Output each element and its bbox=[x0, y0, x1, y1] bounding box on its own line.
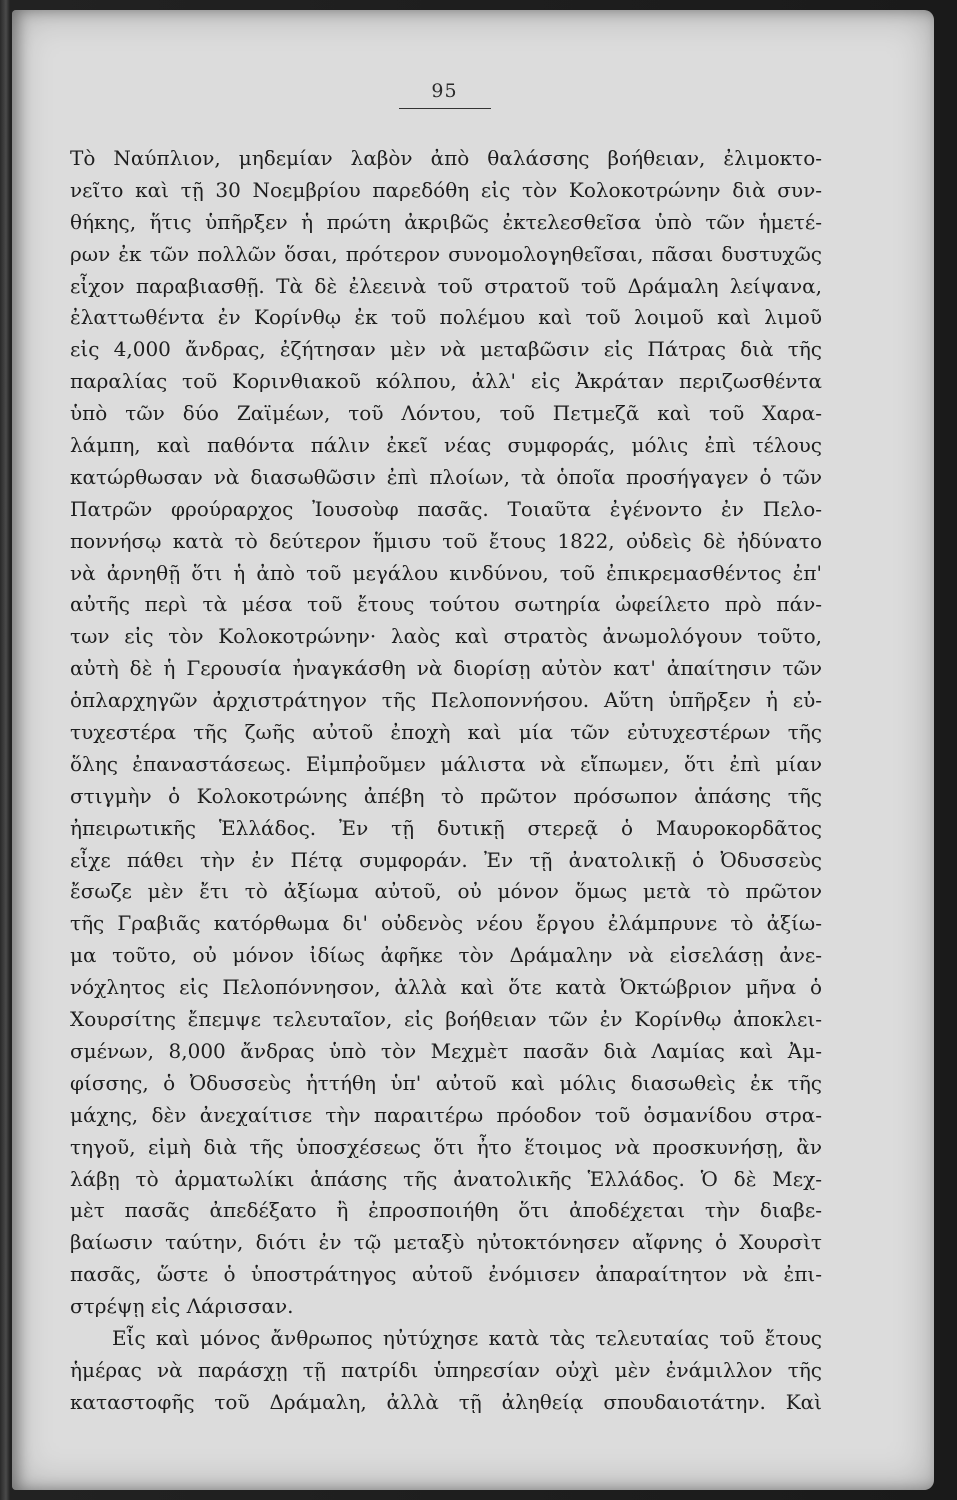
text-line: μὲτ πασᾶς ἀπεδέξατο ἢ ἐπροσποιήθη ὅτι ἀποδέχεται τὴν διαβε- bbox=[70, 1198, 822, 1223]
text-line: ὁπλαρχηγῶν ἀρχιστράτηγον τῆς Πελοποννήσου. Αὕτη ὑπῆρξεν ἡ εὐ- bbox=[70, 688, 822, 713]
paragraph-start-line: Εἷς καὶ μόνος ἄνθρωπος ηὐτύχησε κατὰ τὰς τελευταίας τοῦ ἔτους bbox=[112, 1325, 822, 1350]
text-line: ὑπὸ τῶν δύο Ζαϊμέων, τοῦ Λόντου, τοῦ Πετμεζᾶ καὶ τοῦ Χαρα- bbox=[70, 401, 822, 426]
text-line: εἶχε πάθει τὴν ἐν Πέτᾳ συμφοράν. Ἐν τῇ ἀνατολικῇ ὁ Ὀδυσσεὺς bbox=[70, 847, 822, 872]
text-line: τυχεστέρα τῆς ζωῆς αὐτοῦ ἐποχὴ καὶ μία τῶν εὐτυχεστέρων τῆς bbox=[70, 720, 822, 745]
text-line: εἰς 4,000 ἄνδρας, ἐζήτησαν μὲν νὰ μεταβῶσιν εἰς Πάτρας διὰ τῆς bbox=[70, 337, 822, 362]
text-line: ρων ἐκ τῶν πολλῶν ὅσαι, πρότερον συνομολογηθεῖσαι, πᾶσαι δυστυχῶς bbox=[70, 241, 822, 266]
text-line: τῆς Γραβιᾶς κατόρθωμα δι' οὐδενὸς νέου ἔργου ἐλάμπρυνε τὸ ἀξίω- bbox=[70, 911, 822, 936]
text-line: Τὸ Ναύπλιον, μηδεμίαν λαβὸν ἀπὸ θαλάσσης βοήθειαν, ἐλιμοκτο- bbox=[70, 146, 822, 170]
text-line: θήκης, ἥτις ὑπῆρξεν ἡ πρώτη ἀκριβῶς ἐκτελεσθεῖσα ὑπὸ τῶν ἡμετέ- bbox=[70, 209, 822, 234]
text-line: ποννήσῳ κατὰ τὸ δεύτερον ἥμισυ τοῦ ἔτους 1822, οὐδεὶς δὲ ἠδύνατο bbox=[70, 528, 822, 553]
text-line: καταστοφῆς τοῦ Δράμαλη, ἀλλὰ τῇ ἀληθείᾳ σπουδαιοτάτην. Καὶ bbox=[70, 1389, 822, 1414]
text-line: ἡμέρας νὰ παράσχῃ τῇ πατρίδι ὑπηρεσίαν οὐχὶ μὲν ἐνάμιλλον τῆς bbox=[70, 1357, 822, 1382]
text-line: ἐλαττωθέντα ἐν Κορίνθῳ ἐκ τοῦ πολέμου καὶ τοῦ λοιμοῦ καὶ λιμοῦ bbox=[70, 305, 822, 330]
text-line: λάβῃ τὸ ἀρματωλίκι ἁπάσης τῆς ἀνατολικῆς Ἑλλάδος. Ὁ δὲ Μεχ- bbox=[70, 1166, 822, 1191]
text-line: πασᾶς, ὥστε ὁ ὑποστράτηγος αὐτοῦ ἐνόμισεν ἀπαραίτητον νὰ ἐπι- bbox=[70, 1262, 822, 1287]
paragraph-end-line: στρέψῃ εἰς Λάρισσαν. bbox=[70, 1294, 294, 1319]
text-line: τηγοῦ, εἰμὴ διὰ τῆς ὑποσχέσεως ὅτι ἦτο ἕτοιμος νὰ προσκυνήσῃ, ἂν bbox=[70, 1134, 822, 1159]
text-line: παραλίας τοῦ Κορινθιακοῦ κόλπου, ἀλλ' εἰς Ἀκράταν περιζωσθέντα bbox=[70, 369, 822, 394]
book-page bbox=[12, 10, 934, 1490]
text-line: βαίωσιν ταύτην, διότι ἐν τῷ μεταξὺ ηὐτοκτόνησεν αἴφνης ὁ Χουρσὶτ bbox=[70, 1230, 822, 1255]
text-line: νὰ ἀρνηθῇ ὅτι ἡ ἀπὸ τοῦ μεγάλου κινδύνου, τοῦ ἐπικρεμασθέντος ἐπ' bbox=[70, 560, 822, 585]
text-line: Χουρσίτης ἔπεμψε τελευταῖον, εἰς βοήθειαν τῶν ἐν Κορίνθῳ ἀποκλει- bbox=[70, 1007, 822, 1032]
page-number: 95 bbox=[431, 80, 458, 102]
text-line: αὐτὴ δὲ ἡ Γερουσία ἠναγκάσθη νὰ διορίσῃ αὐτὸν κατ' ἀπαίτησιν τῶν bbox=[70, 656, 822, 681]
text-line: εἶχον παραβιασθῇ. Τὰ δὲ ἐλεεινὰ τοῦ στρατοῦ τοῦ Δράμαλη λείψανα, bbox=[70, 273, 822, 298]
page-header bbox=[397, 80, 492, 109]
text-line: των εἰς τὸν Κολοκοτρώνην· λαὸς καὶ στρατὸς ἀνωμολόγουν τοῦτο, bbox=[70, 624, 822, 649]
text-line: ἠπειρωτικῆς Ἑλλάδος. Ἐν τῇ δυτικῇ στερεᾷ ὁ Μαυροκορδᾶτος bbox=[70, 815, 822, 840]
text-line: σμένων, 8,000 ἄνδρας ὑπὸ τὸν Μεχμὲτ πασᾶν διὰ Λαμίας καὶ Ἀμ- bbox=[70, 1038, 822, 1063]
text-line: ὅλης ἐπαναστάσεως. Εἰμπῤοῦμεν μάλιστα νὰ εἴπωμεν, ὅτι ἐπὶ μίαν bbox=[70, 751, 822, 776]
text-line: Πατρῶν φρούραρχος Ἰουσοὺφ πασᾶς. Τοιαῦτα ἐγένοντο ἐν Πελο- bbox=[70, 496, 822, 521]
text-line: μάχης, δὲν ἀνεχαίτισε τὴν παραιτέρω πρόοδον τοῦ ὀσμανίδου στρα- bbox=[70, 1102, 822, 1127]
body-text bbox=[70, 143, 822, 1419]
page-number-rule bbox=[399, 108, 491, 109]
text-line: νεῖτο καὶ τῇ 30 Νοεμβρίου παρεδόθη εἰς τὸν Κολοκοτρώνην διὰ συν- bbox=[70, 177, 822, 202]
text-line: νόχλητος εἰς Πελοπόννησον, ἀλλὰ καὶ ὅτε κατὰ Ὀκτώβριον μῆνα ὁ bbox=[70, 975, 822, 1000]
text-line: φίσσης, ὁ Ὀδυσσεὺς ἡττήθη ὑπ' αὐτοῦ καὶ μόλις διασωθεὶς ἐκ τῆς bbox=[70, 1070, 822, 1095]
text-line: στιγμὴν ὁ Κολοκοτρώνης ἀπέβη τὸ πρῶτον πρόσωπον ἁπάσης τῆς bbox=[70, 783, 822, 808]
text-line: κατώρθωσαν νὰ διασωθῶσιν ἐπὶ πλοίων, τὰ ὁποῖα προσήγαγεν ὁ τῶν bbox=[70, 464, 822, 489]
text-line: αὐτῆς περὶ τὰ μέσα τοῦ ἔτους τούτου σωτηρία ὠφείλετο πρὸ πάν- bbox=[70, 592, 822, 617]
text-line: ἔσωζε μὲν ἔτι τὸ ἀξίωμα αὐτοῦ, οὐ μόνον ὅμως μετὰ τὸ πρῶτον bbox=[70, 879, 822, 904]
text-line: λάμπη, καὶ παθόντα πάλιν ἐκεῖ νέας συμφοράς, μόλις ἐπὶ τέλους bbox=[70, 433, 822, 458]
text-line: μα τοῦτο, οὐ μόνον ἰδίως ἀφῆκε τὸν Δράμαλην νὰ εἰσελάσῃ ἀνε- bbox=[70, 943, 822, 968]
